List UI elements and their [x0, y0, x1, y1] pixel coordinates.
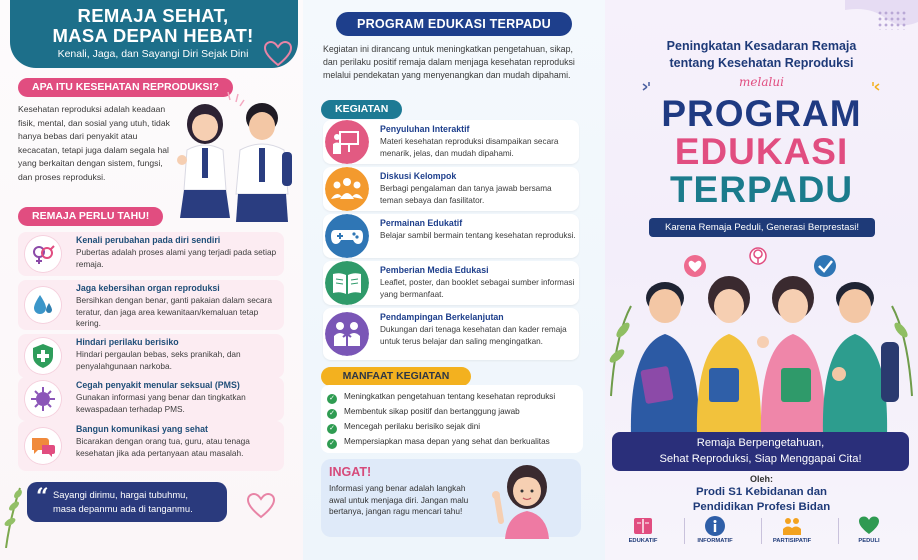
tip-title: Hindari perilaku berisiko [76, 337, 179, 347]
activity-title: Penyuluhan Interaktif [380, 124, 470, 134]
leaf-branch-icon [0, 478, 26, 548]
feature-label: INFORMATIF [697, 538, 733, 544]
benefit-item [327, 407, 520, 419]
book-icon [632, 515, 654, 537]
cover-slogan: Karena Remaja Peduli, Generasi Berprestasi! [649, 218, 875, 237]
activity-card [323, 167, 579, 211]
benefit-text: Mencegah perilaku berisiko sejak dini [344, 422, 481, 431]
cover-banner [612, 432, 909, 471]
activity-title: Pemberian Media Edukasi [380, 265, 489, 275]
feature-badge [764, 515, 820, 544]
tip-item [18, 232, 284, 276]
hero-title-line1: REMAJA SEHAT, [77, 5, 229, 26]
check-icon: ✓ [327, 409, 337, 419]
divider [838, 518, 839, 544]
leaflet-panel-middle [303, 0, 605, 560]
activity-title: Permainan Edukatif [380, 218, 463, 228]
virus-icon [25, 381, 61, 417]
benefit-item [327, 422, 480, 434]
sparkle-icon [641, 80, 657, 94]
quote-line2: masa depanmu ada di tanganmu. [53, 503, 193, 514]
cover-title-terpadu: TERPADU [669, 169, 854, 210]
remember-heading: INGAT! [329, 465, 372, 479]
cover-kicker-line1: Peningkatan Kesadaran Remaja [666, 39, 857, 53]
quote-box [27, 482, 227, 522]
activity-text: Materi kesehatan reproduksi disampaikan secara menarik, jelas, dan mudah dipahami. [380, 137, 559, 158]
feature-badge [615, 515, 671, 544]
leaflet-panel-right [605, 0, 918, 560]
activity-card [323, 120, 579, 164]
program-intro: Kegiatan ini dirancang untuk meningkatkan pengetahuan, sikap, dan perilaku positif remaja dalam menjaga kesehatan reproduksi melalui pendekatan yang menyenangkan dan mudah dipahami. [323, 44, 575, 80]
tip-text: Bersihkan dengan benar, ganti pakaian dalam secara teratur, dan jaga area kewanitaan/kemaluan tetap kering. [76, 295, 273, 329]
activity-title: Diskusi Kelompok [380, 171, 457, 181]
shield-plus-icon [25, 338, 61, 374]
mentoring-icon [325, 312, 369, 356]
remember-text: Informasi yang benar adalah langkah awal untuk menjaga diri. Jangan malu bertanya, jangan ragu mencari tahu! [329, 483, 469, 517]
tip-item [18, 377, 284, 421]
benefit-text: Meningkatkan pengetahuan tentang kesehatan reproduksi [344, 392, 556, 401]
heart-outline-icon [246, 492, 276, 520]
cover-kicker-line2: tentang Kesehatan Reproduksi [669, 56, 854, 70]
organizer-name [615, 485, 908, 514]
divider [761, 518, 762, 544]
cover-banner-line1: Remaja Berpengetahuan, [696, 437, 825, 449]
heart-icon [858, 515, 880, 537]
activities-heading: KEGIATAN [321, 100, 402, 119]
tip-text: Hindari pergaulan bebas, seks pranikah, dan penyalahgunaan narkoba. [76, 349, 241, 371]
tip-item [18, 280, 284, 330]
tip-item [18, 421, 284, 471]
quote-text [53, 488, 193, 516]
group-icon [325, 167, 369, 211]
feature-badge [841, 515, 897, 544]
sparkle-icon [865, 80, 881, 94]
activity-card [323, 261, 579, 305]
hero-subtitle: Kenali, Jaga, dan Sayangi Diri Sejak Dini [57, 48, 249, 60]
divider [684, 518, 685, 544]
organizer-line1: Prodi S1 Kebidanan dan [695, 486, 827, 498]
tip-title: Bangun komunikasi yang sehat [76, 424, 208, 434]
cover-title-program: PROGRAM [661, 93, 862, 134]
check-icon: ✓ [327, 439, 337, 449]
cover-via: melalui [739, 75, 784, 89]
activity-card [323, 308, 579, 360]
tip-text: Pubertas adalah proses alami yang terjadi pada setiap remaja. [76, 247, 277, 269]
what-is-text: Kesehatan reproduksi adalah keadaan fisik, mental, dan sosial yang utuh, tidak hanya bebas dari penyakit atau kecacatan, tetapi juga dalam segala hal yang berkaitan dengan sistem, fungsi, dan proses reproduksi. [18, 104, 170, 182]
teens-illustration [605, 246, 918, 436]
tip-title: Cegah penyakit menular seksual (PMS) [76, 380, 240, 390]
chat-bubbles-icon [25, 428, 61, 464]
dots-decoration [877, 10, 907, 30]
what-is-heading: APA ITU KESEHATAN REPRODUKSI? [18, 78, 233, 97]
activity-text: Berbagi pengalaman dan tanya jawab bersama teman sebaya dan fasilitator. [380, 184, 552, 205]
feature-badge [687, 515, 743, 544]
by-label: Oleh: [749, 474, 773, 484]
gender-symbols-icon [25, 236, 61, 272]
leaflet-panel-left [0, 0, 303, 560]
hero-title [18, 6, 288, 46]
organizer-line2: Pendidikan Profesi Bidan [692, 500, 831, 513]
heart-outline-icon [263, 40, 293, 68]
benefits-heading: MANFAAT KEGIATAN [321, 367, 471, 386]
activity-card [323, 214, 579, 258]
tip-title: Kenali perubahan pada diri sendiri [76, 235, 221, 245]
cover-title-edukasi: EDUKASI [674, 131, 849, 172]
benefit-text: Mempersiapkan masa depan yang sehat dan berkualitas [344, 437, 550, 446]
check-icon: ✓ [327, 424, 337, 434]
hero-title-line2: MASA DEPAN HEBAT! [52, 25, 254, 46]
activity-text: Belajar sambil bermain tentang kesehatan reproduksi. [380, 231, 576, 240]
feature-label: EDUKATIF [628, 538, 658, 544]
quote-mark-icon: “ [36, 484, 49, 510]
cover-banner-line2: Sehat Reproduksi, Siap Menggapai Cita! [659, 452, 862, 465]
feature-label: PEDULI [858, 538, 880, 544]
feature-label: PARTISIPATIF [772, 538, 812, 544]
quote-line1: Sayangi dirimu, hargai tubuhmu, [53, 489, 188, 500]
gamepad-icon [325, 214, 369, 258]
benefits-list [321, 385, 583, 453]
tips-heading: REMAJA PERLU TAHU! [18, 207, 163, 226]
students-illustration [170, 90, 300, 222]
info-icon [704, 515, 726, 537]
presentation-icon [325, 120, 369, 164]
tip-text: Bicarakan dengan orang tua, guru, atau tenaga kesehatan jika ada pertanyaan atau masalah. [76, 436, 250, 458]
girl-pointing-illustration [471, 459, 567, 539]
benefit-item [327, 392, 555, 404]
tip-text: Gunakan informasi yang benar dan tingkatkan kewaspadaan terhadap PMS. [76, 392, 246, 414]
program-title: PROGRAM EDUKASI TERPADU [336, 12, 572, 36]
cover-kicker [615, 38, 908, 72]
activity-text: Leaflet, poster, dan booklet sebagai sumber informasi yang bermanfaat. [380, 278, 575, 299]
water-drops-icon [25, 287, 61, 323]
tip-item [18, 334, 284, 378]
benefit-item [327, 437, 550, 449]
activity-title: Pendampingan Berkelanjutan [380, 312, 504, 322]
benefit-text: Membentuk sikap positif dan bertanggung jawab [344, 407, 520, 416]
activity-text: Dukungan dari tenaga kesehatan dan kader remaja untuk terus belajar dan saling mengingatkan. [380, 325, 567, 346]
people-icon [781, 515, 803, 537]
open-book-icon [325, 261, 369, 305]
tip-title: Jaga kebersihan organ reproduksi [76, 283, 220, 293]
check-icon: ✓ [327, 394, 337, 404]
